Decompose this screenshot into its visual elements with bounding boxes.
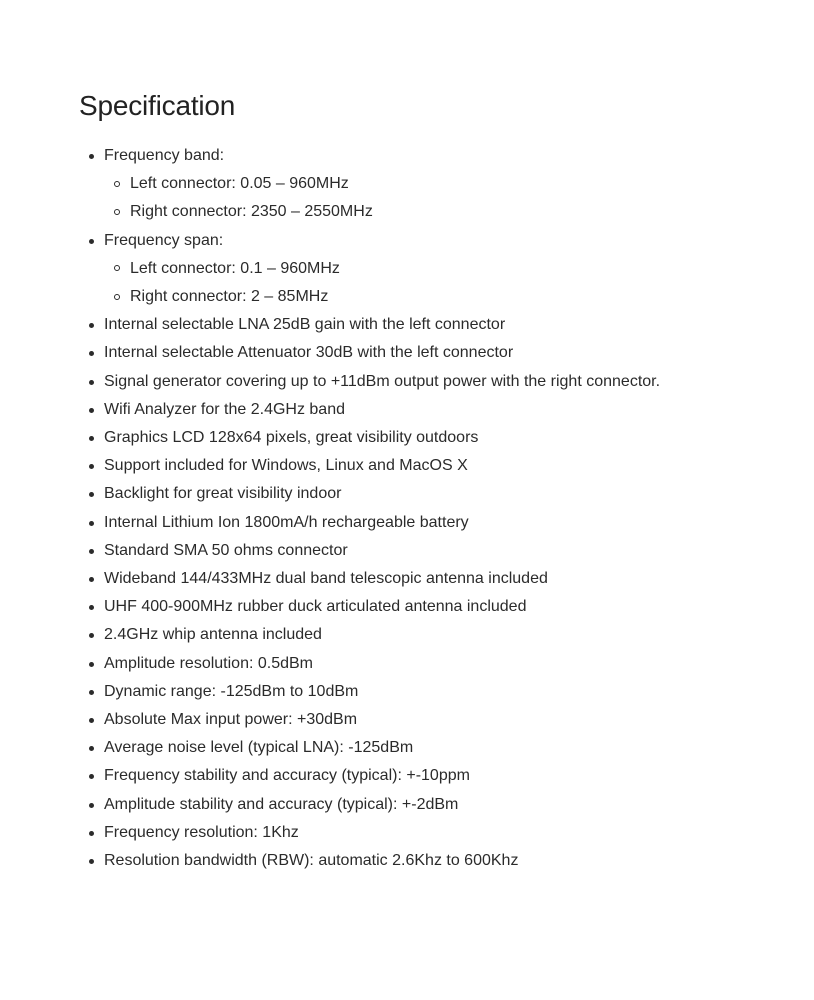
list-item: 2.4GHz whip antenna included [79,621,799,649]
list-item: Frequency resolution: 1Khz [79,819,799,847]
spec-list [79,142,799,875]
list-item: Amplitude resolution: 0.5dBm [79,650,799,678]
sub-list-item: Right connector: 2 – 85MHz [104,283,799,311]
list-item: Absolute Max input power: +30dBm [79,706,799,734]
list-item: Internal Lithium Ion 1800mA/h rechargeable battery [79,509,799,537]
list-item: Wifi Analyzer for the 2.4GHz band [79,396,799,424]
page-title: Specification [79,90,236,121]
sub-list-item: Right connector: 2350 – 2550MHz [104,198,799,226]
list-item [79,227,799,312]
list-item: Average noise level (typical LNA): -125dBm [79,734,799,762]
list-item-label: Frequency band: [104,147,225,164]
sub-list-item: Left connector: 0.1 – 960MHz [104,255,799,283]
list-item: Internal selectable LNA 25dB gain with the left connector [79,311,799,339]
sub-list [104,170,799,226]
list-item: Dynamic range: -125dBm to 10dBm [79,678,799,706]
list-item: Graphics LCD 128x64 pixels, great visibility outdoors [79,424,799,452]
sub-list [104,255,799,311]
list-item: Internal selectable Attenuator 30dB with the left connector [79,339,799,367]
list-item-label: Frequency span: [104,231,224,249]
list-item: Resolution bandwidth (RBW): automatic 2.6Khz to 600Khz [79,847,799,875]
list-item [79,142,799,227]
list-item: Amplitude stability and accuracy (typical): +-2dBm [79,791,799,819]
list-item: Frequency stability and accuracy (typical): +-10ppm [79,762,799,790]
list-item: Backlight for great visibility indoor [79,480,799,508]
sub-list-item: Left connector: 0.05 – 960MHz [104,170,799,198]
list-item: Wideband 144/433MHz dual band telescopic antenna included [79,565,799,593]
list-item: UHF 400-900MHz rubber duck articulated antenna included [79,593,799,621]
list-item: Signal generator covering up to +11dBm output power with the right connector. [79,368,799,396]
list-item: Support included for Windows, Linux and MacOS X [79,452,799,480]
list-item: Standard SMA 50 ohms connector [79,537,799,565]
